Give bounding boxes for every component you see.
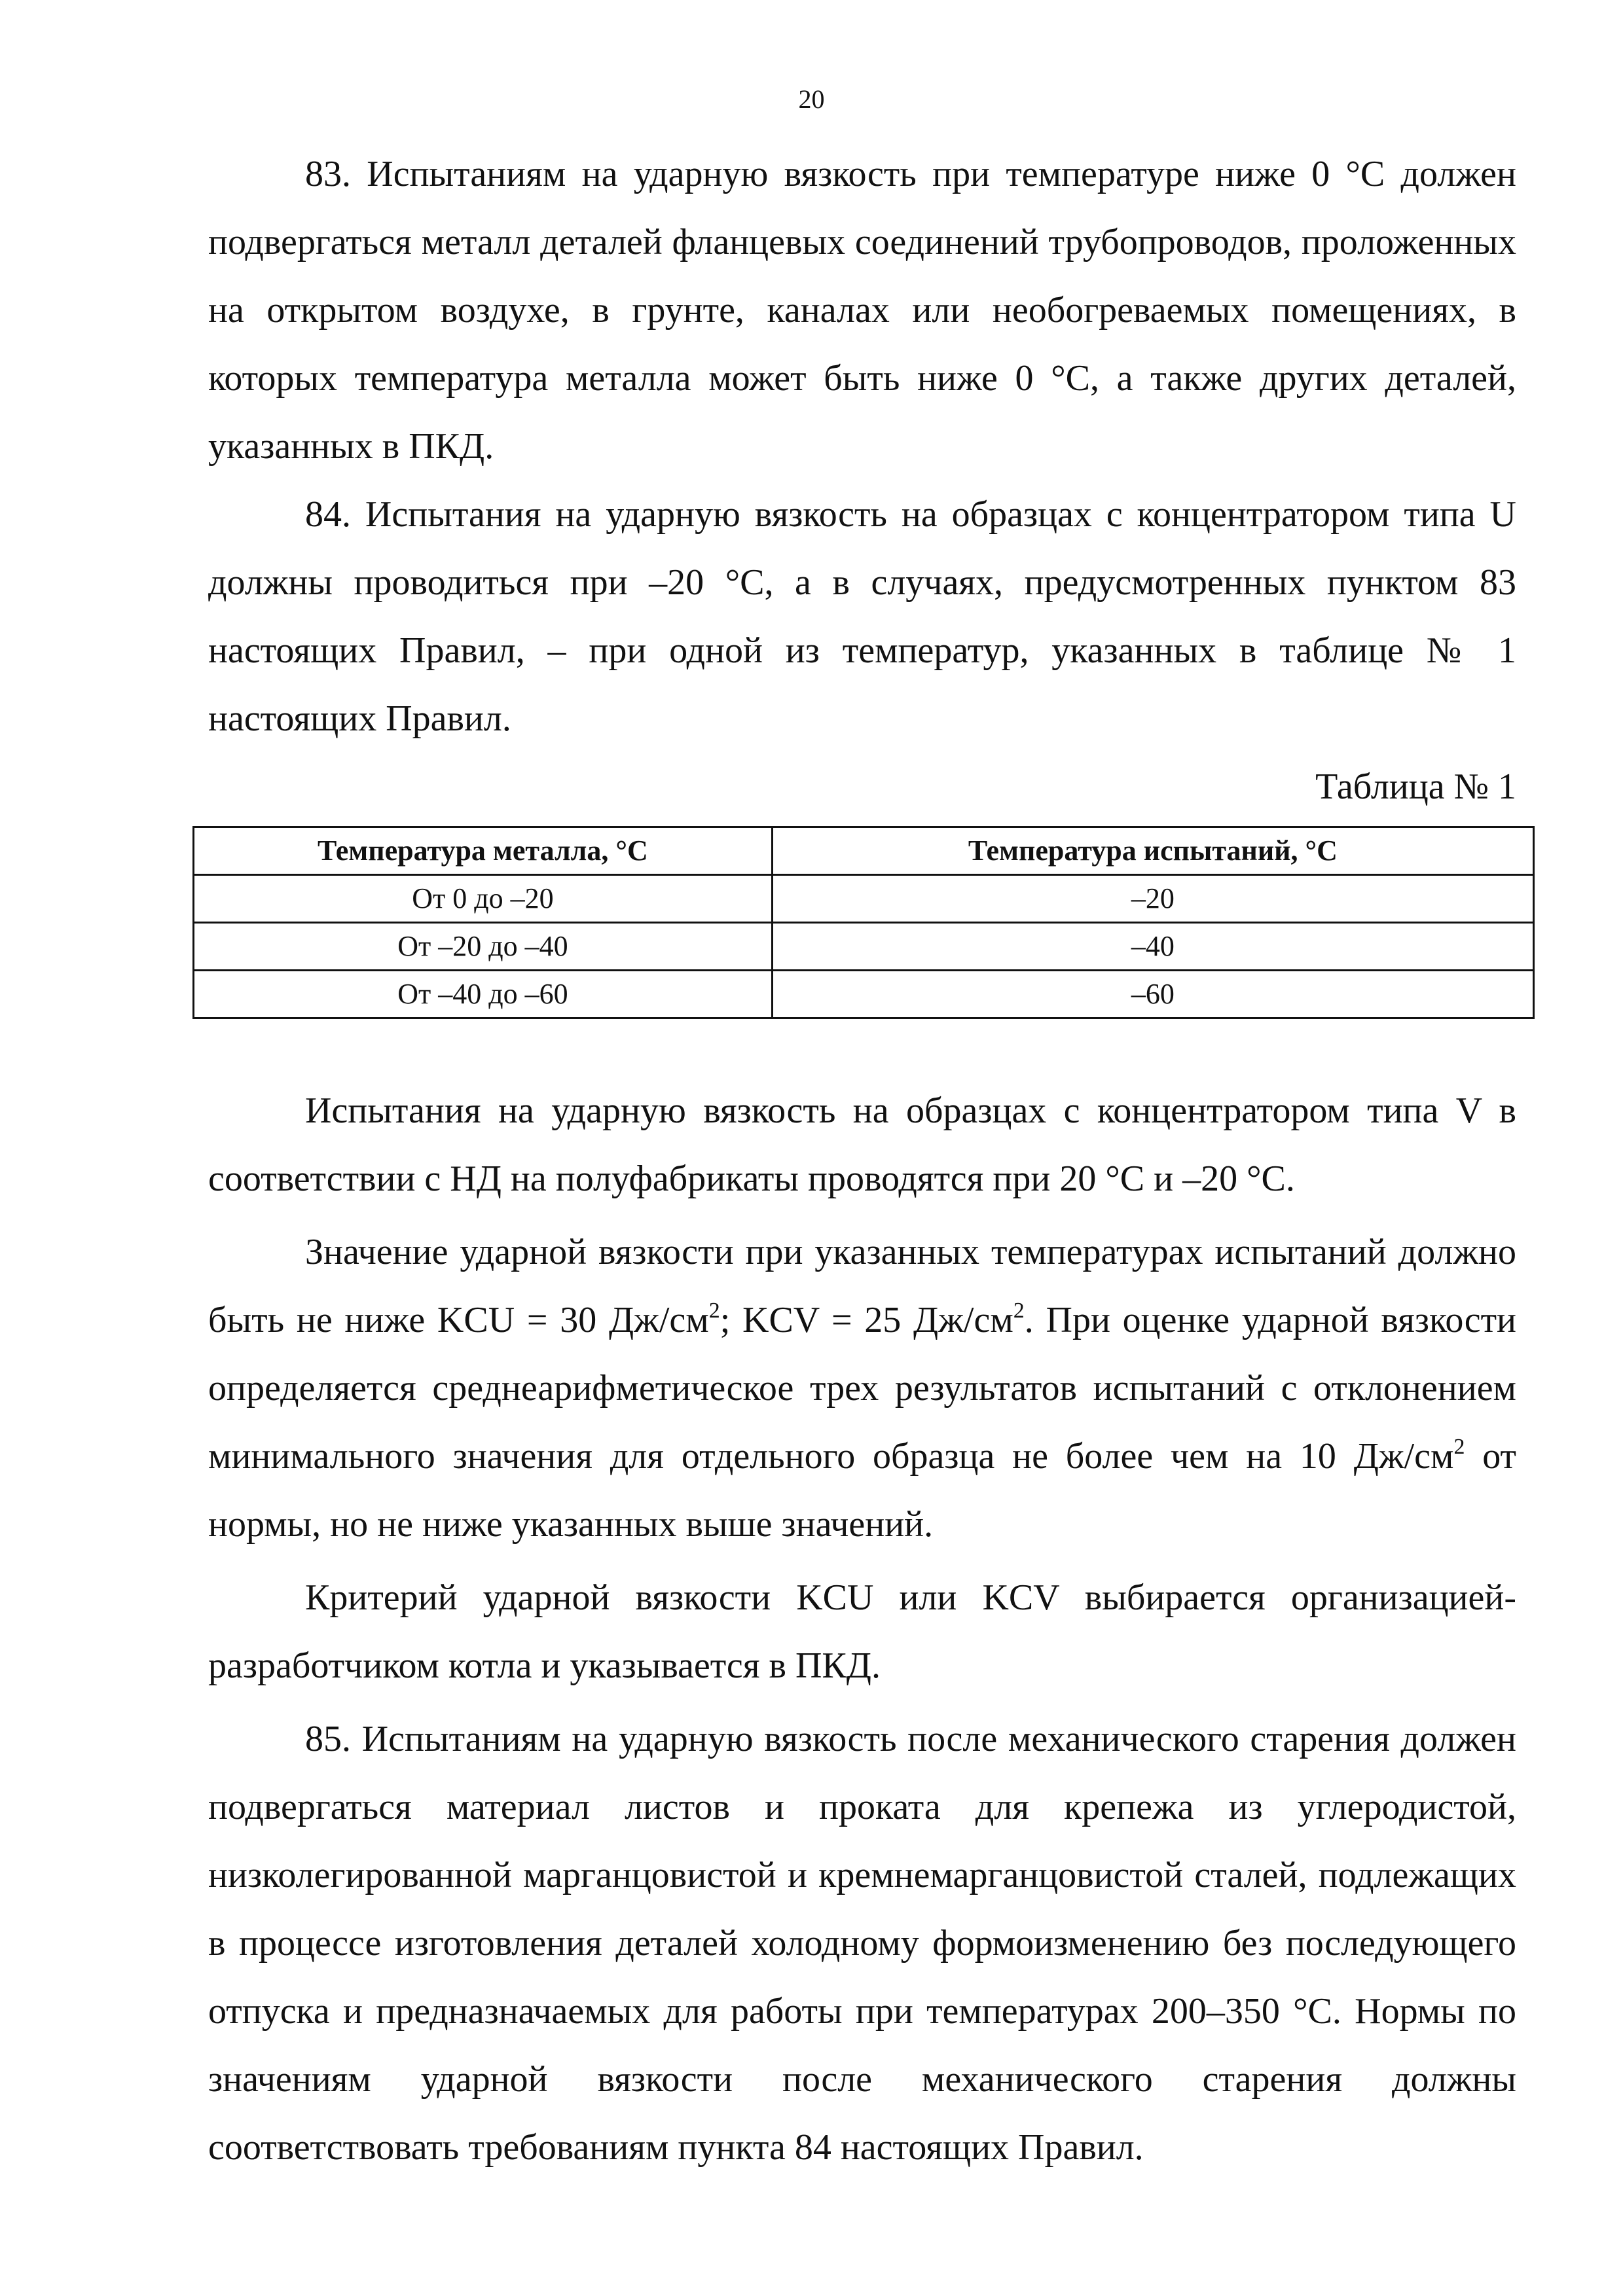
table-header-row bbox=[194, 827, 1534, 875]
table-cell: От –20 до –40 bbox=[194, 923, 773, 971]
document-body bbox=[208, 140, 1516, 2181]
table-cell: –20 bbox=[772, 875, 1533, 923]
paragraph-83: 83. Испытаниям на ударную вязкость при температуре ниже 0 °С должен подвергаться металл деталей фланцевых соединений трубопроводов, проложенных на открытом воздухе, в грунте, каналах или необогреваемых помещениях, в которых температура металла может быть ниже 0 °С, а также других деталей, указанных в ПКД. bbox=[208, 154, 1516, 467]
superscript: 2 bbox=[708, 1299, 720, 1323]
table-cell: От –40 до –60 bbox=[194, 971, 773, 1018]
paragraph-criterion: Критерий ударной вязкости KCU или KCV выбирается организацией-разработчиком котла и указывается в ПКД. bbox=[208, 1577, 1516, 1686]
header-test-temperature: Температура испытаний, °С bbox=[772, 827, 1533, 875]
impact-value-text-2: ; KCV = 25 Дж/см bbox=[720, 1300, 1013, 1340]
paragraph-impact-value bbox=[208, 1218, 1516, 1558]
table-cell: От 0 до –20 bbox=[194, 875, 773, 923]
header-metal-temperature: Температура металла, °С bbox=[194, 827, 773, 875]
impact-value-text-4: от нормы, но не ниже указанных выше значений. bbox=[208, 1436, 1517, 1545]
table-row bbox=[194, 875, 1534, 923]
table-row bbox=[194, 971, 1534, 1018]
paragraph-84: 84. Испытания на ударную вязкость на образцах с концентратором типа U должны проводиться при –20 °С, а в случаях, предусмотренных пунктом 83 настоящих Правил, – при одной из температур, указанных в таблице № 1 настоящих Правил. bbox=[208, 494, 1516, 739]
table-caption: Таблица № 1 bbox=[1315, 766, 1516, 807]
impact-value-text-3: . При оценке ударной вязкости определяется среднеарифметическое трех результатов испытаний с отклонением минимального значения для отдельного образца не более чем на 10 Дж/см bbox=[208, 1300, 1517, 1477]
paragraph-type-v: Испытания на ударную вязкость на образцах с концентратором типа V в соответствии с НД на полуфабрикаты проводятся при 20 °С и –20 °С. bbox=[208, 1090, 1516, 1199]
superscript: 2 bbox=[1453, 1435, 1465, 1459]
temperature-table bbox=[192, 826, 1535, 1019]
paragraph-85: 85. Испытаниям на ударную вязкость после механического старения должен подвергаться материал листов и проката для крепежа из углеродистой, низколегированной марганцовистой и кремнемарганцовистой сталей, подлежащих в процессе изготовления деталей холодному формоизменению без последующего отпуска и предназначаемых для работы при температурах 200–350 °С. Нормы по значениям ударной вязкости после механического старения должны соответствовать требованиям пункта 84 настоящих Правил. bbox=[208, 1719, 1516, 2168]
impact-value-text-1: Значение ударной вязкости при указанных температурах испытаний должно быть не ниже KCU = 30 Дж/см bbox=[208, 1232, 1516, 1340]
table-row bbox=[194, 923, 1534, 971]
table-cell: –40 bbox=[772, 923, 1533, 971]
page-number: 20 bbox=[798, 84, 825, 114]
superscript: 2 bbox=[1013, 1299, 1025, 1323]
table-cell: –60 bbox=[772, 971, 1533, 1018]
